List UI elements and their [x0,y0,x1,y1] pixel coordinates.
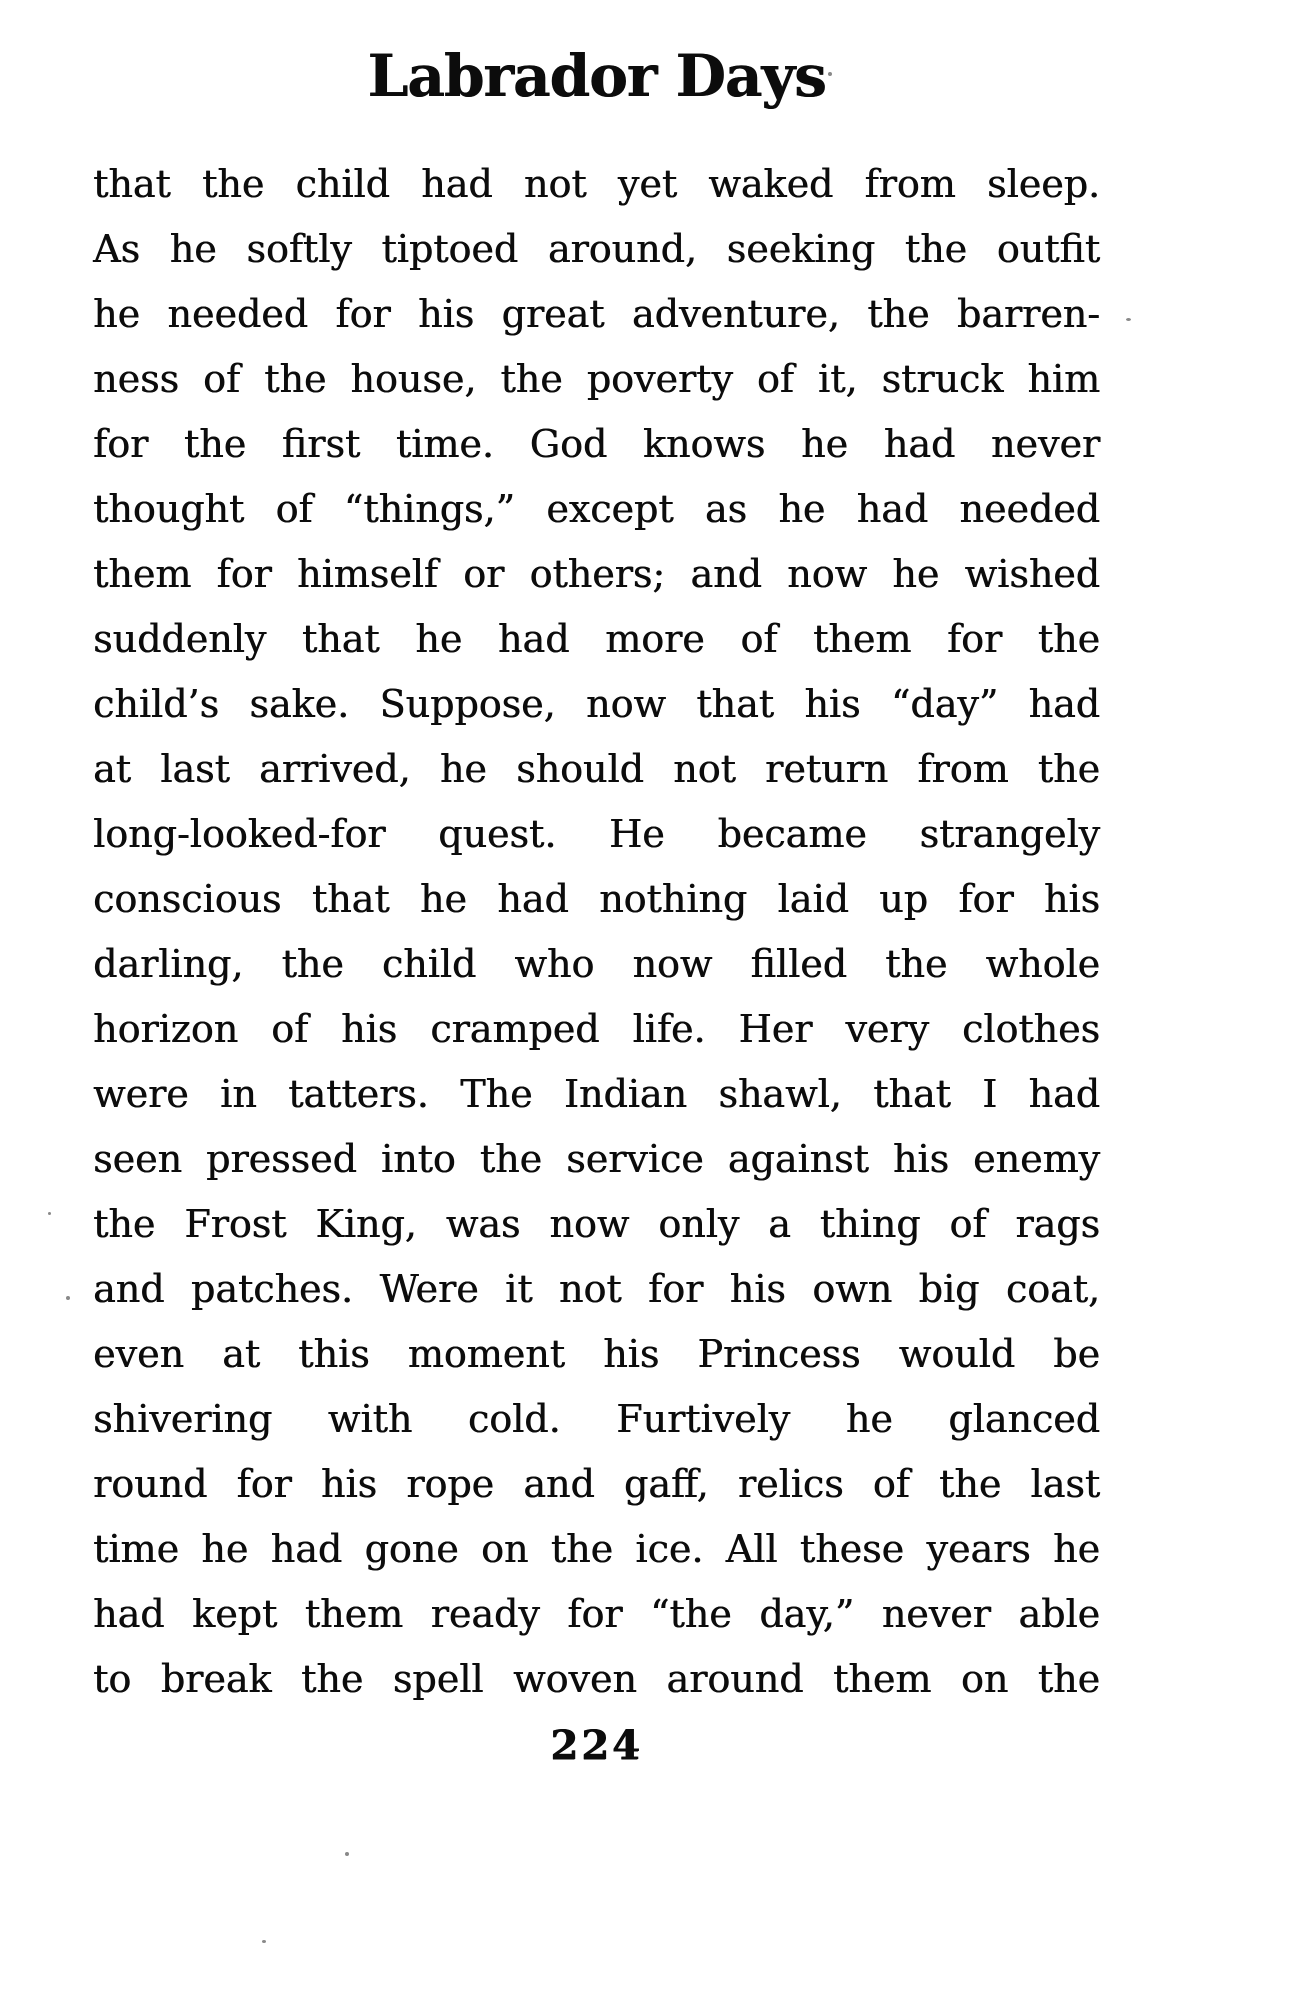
text-line: for the first time. God knows he had never [93,422,1100,466]
text-line: ness of the house, the poverty of it, struck him [93,357,1100,401]
text-line: time he had gone on the ice. All these years he [93,1527,1100,1571]
text-line: to break the spell woven around them on the [93,1657,1100,1701]
text-line: the Frost King, was now only a thing of rags [93,1202,1100,1246]
scan-speck [828,72,832,76]
text-line: darling, the child who now filled the whole [93,942,1100,986]
text-line: child’s sake. Suppose, now that his “day” had [93,682,1100,726]
text-line: them for himself or others; and now he wished [93,552,1100,596]
scan-speck [1126,318,1131,321]
scan-speck [262,1940,266,1943]
text-line: were in tatters. The Indian shawl, that I had [93,1072,1100,1116]
text-line: As he softly tiptoed around, seeking the outfit [93,227,1100,271]
text-line: that the child had not yet waked from sleep. [93,162,1100,206]
text-line: suddenly that he had more of them for the [93,617,1100,661]
text-line: conscious that he had nothing laid up for his [93,877,1100,921]
text-line: seen pressed into the service against his enemy [93,1137,1100,1181]
text-line: had kept them ready for “the day,” never able [93,1592,1100,1636]
text-line: round for his rope and gaff, relics of the last [93,1462,1100,1506]
text-line: and patches. Were it not for his own big coat, [93,1267,1100,1311]
text-line: at last arrived, he should not return from the [93,747,1100,791]
text-line: shivering with cold. Furtively he glanced [93,1397,1100,1441]
scan-speck [48,1212,51,1215]
body-text [93,152,1100,1712]
text-line: even at this moment his Princess would be [93,1332,1100,1376]
scan-speck [66,1296,70,1300]
scan-speck [345,1852,349,1856]
page-number: 224 [550,1722,643,1769]
text-line: long-looked-for quest. He became strangely [93,812,1100,856]
text-line: horizon of his cramped life. Her very clothes [93,1007,1100,1051]
text-line: thought of “things,” except as he had needed [93,487,1100,531]
page-title: Labrador Days [367,42,826,110]
text-line: he needed for his great adventure, the barren- [93,292,1100,336]
